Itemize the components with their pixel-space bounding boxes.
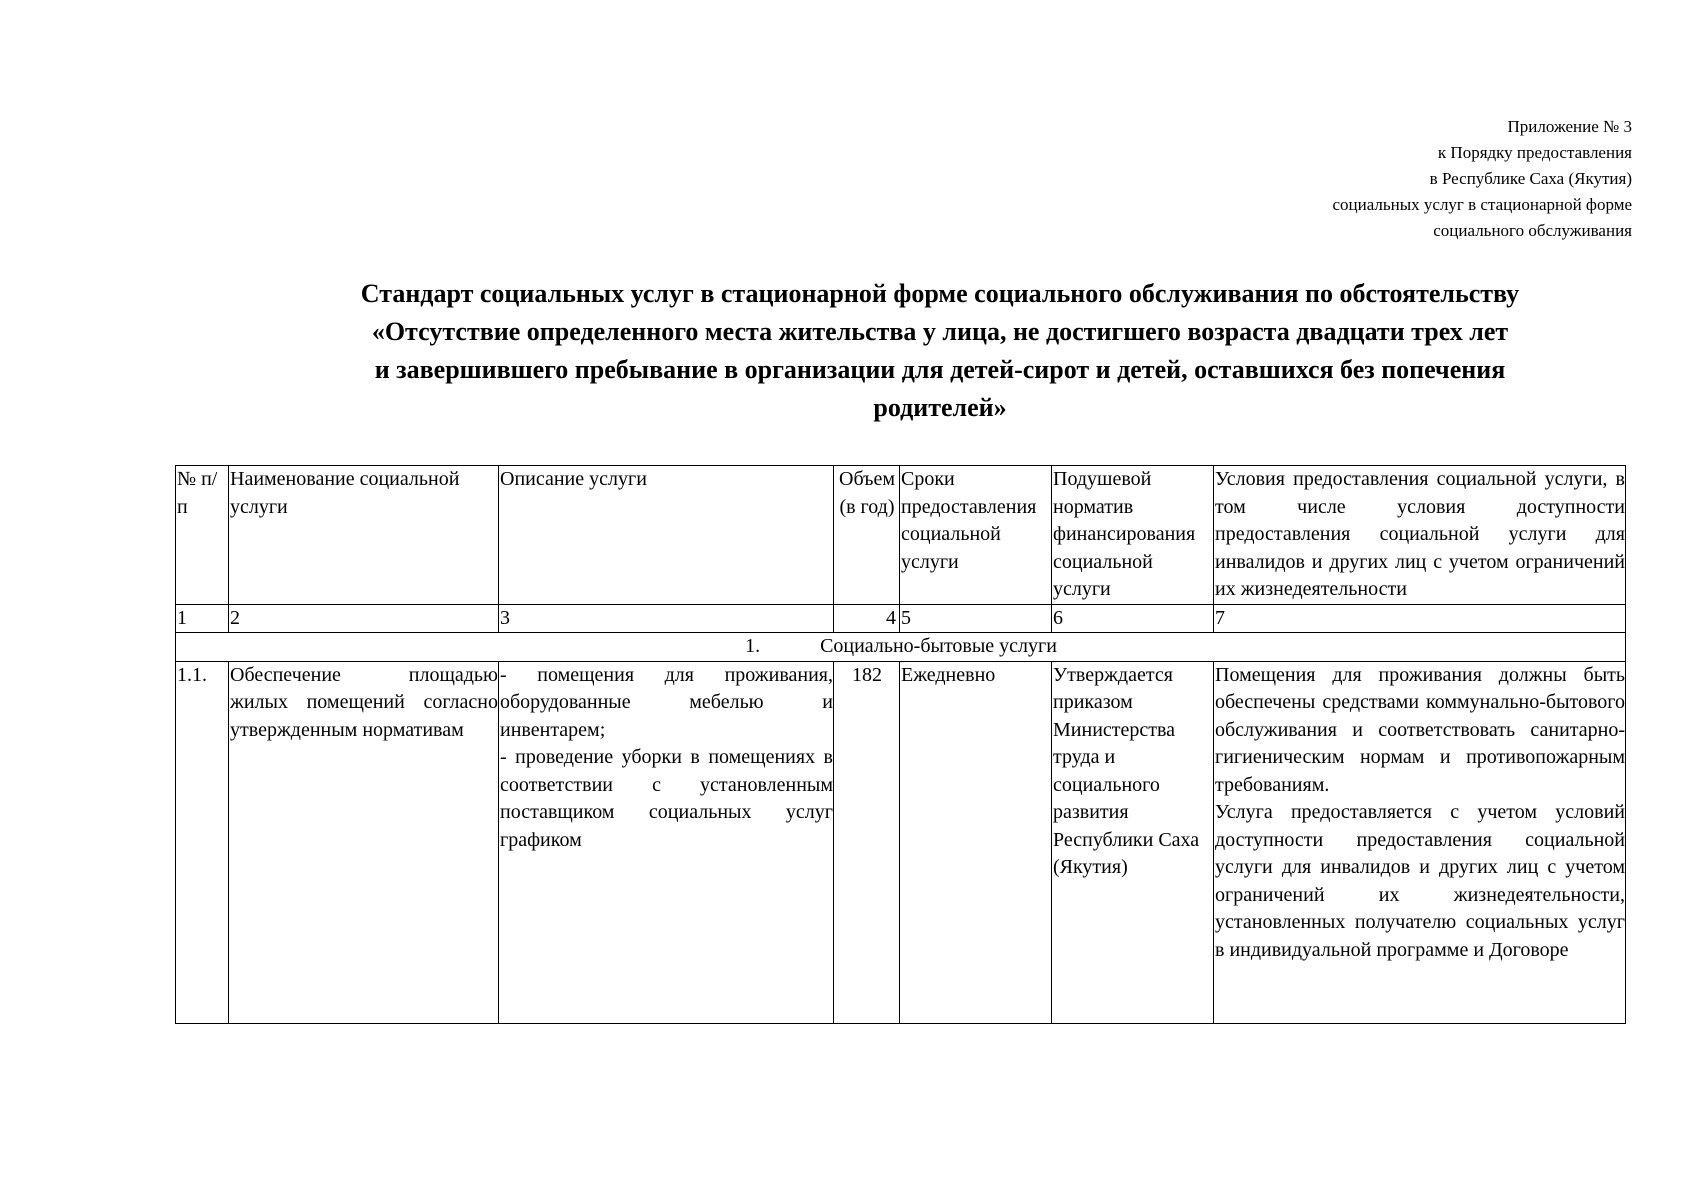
header-conditions: Условия предоставления социальной услуги, в том числе условия доступности предоставления социальной услуги для инвалидов и других лиц с учетом ограничений их жизнедеятельности [1214, 466, 1626, 605]
appendix-line: в Республике Саха (Якутия) [1429, 169, 1632, 188]
title-line: родителей» [873, 393, 1007, 422]
header-volume: Объем (в год) [834, 466, 900, 605]
row-description [499, 661, 834, 1023]
title-line: «Отсутствие определенного места жительства у лица, не достигшего возраста двадцати трех лет [371, 317, 1509, 346]
row-num: 1.1. [176, 661, 229, 1023]
header-norm: Подушевой норматив финансирования социальной услуги [1052, 466, 1214, 605]
header-num: № п/п [176, 466, 229, 605]
row-terms: Ежедневно [900, 661, 1052, 1023]
table-row [176, 661, 1626, 1023]
title-line: и завершившего пребывание в организации для детей-сирот и детей, оставшихся без попечения [374, 355, 1506, 384]
section-title: Социально-бытовые услуги [820, 635, 1057, 657]
row-name: Обеспечение площадью жилых помещений согласно утвержденным нормативам [229, 661, 499, 1023]
section-row [176, 633, 1626, 662]
appendix-line: социального обслуживания [1433, 221, 1632, 240]
column-number-row [176, 604, 1626, 633]
column-number: 2 [229, 604, 499, 633]
conditions-paragraph: Услуга предоставляется с учетом условий доступности предоставления социальной услуги для инвалидов и других лиц с учетом ограничений их жизнедеятельности, установленных получателю социальных услуг в индивидуальной программе и Договоре [1215, 801, 1625, 961]
description-item: - помещения для проживания, оборудованные мебелью и инвентарем; [500, 663, 833, 741]
header-name: Наименование социальной услуги [229, 466, 499, 605]
column-number: 5 [900, 604, 1052, 633]
header-terms: Сроки предоставления социальной услуги [900, 466, 1052, 605]
services-standard-table [175, 465, 1626, 1024]
document-title [260, 275, 1620, 427]
appendix-header [1332, 114, 1632, 244]
description-item: - проведение уборки в помещениях в соответствии с установленным поставщиком социальных услуг графиком [500, 746, 833, 851]
row-conditions [1214, 661, 1626, 1023]
row-norm: Утверждается приказом Министерства труда и социального развития Республики Саха (Якутия) [1052, 661, 1214, 1023]
column-number: 3 [499, 604, 834, 633]
row-volume: 182 [834, 661, 900, 1023]
conditions-paragraph: Помещения для проживания должны быть обеспечены средствами коммунально-бытового обслуживания и соответствовать санитарно-гигиеническим нормам и противопожарным требованиям. [1215, 663, 1625, 796]
column-number: 4 [834, 604, 900, 633]
appendix-line: социальных услуг в стационарной форме [1332, 195, 1632, 214]
appendix-line: к Порядку предоставления [1437, 143, 1632, 162]
header-description: Описание услуги [499, 466, 834, 605]
title-line: Стандарт социальных услуг в стационарной форме социального обслуживания по обстоятельству [360, 279, 1520, 308]
section-number: 1. [745, 635, 761, 657]
table-header-row [176, 466, 1626, 605]
column-number: 1 [176, 604, 229, 633]
appendix-line: Приложение № 3 [1507, 117, 1632, 136]
column-number: 7 [1214, 604, 1626, 633]
column-number: 6 [1052, 604, 1214, 633]
section-heading [176, 633, 1626, 662]
